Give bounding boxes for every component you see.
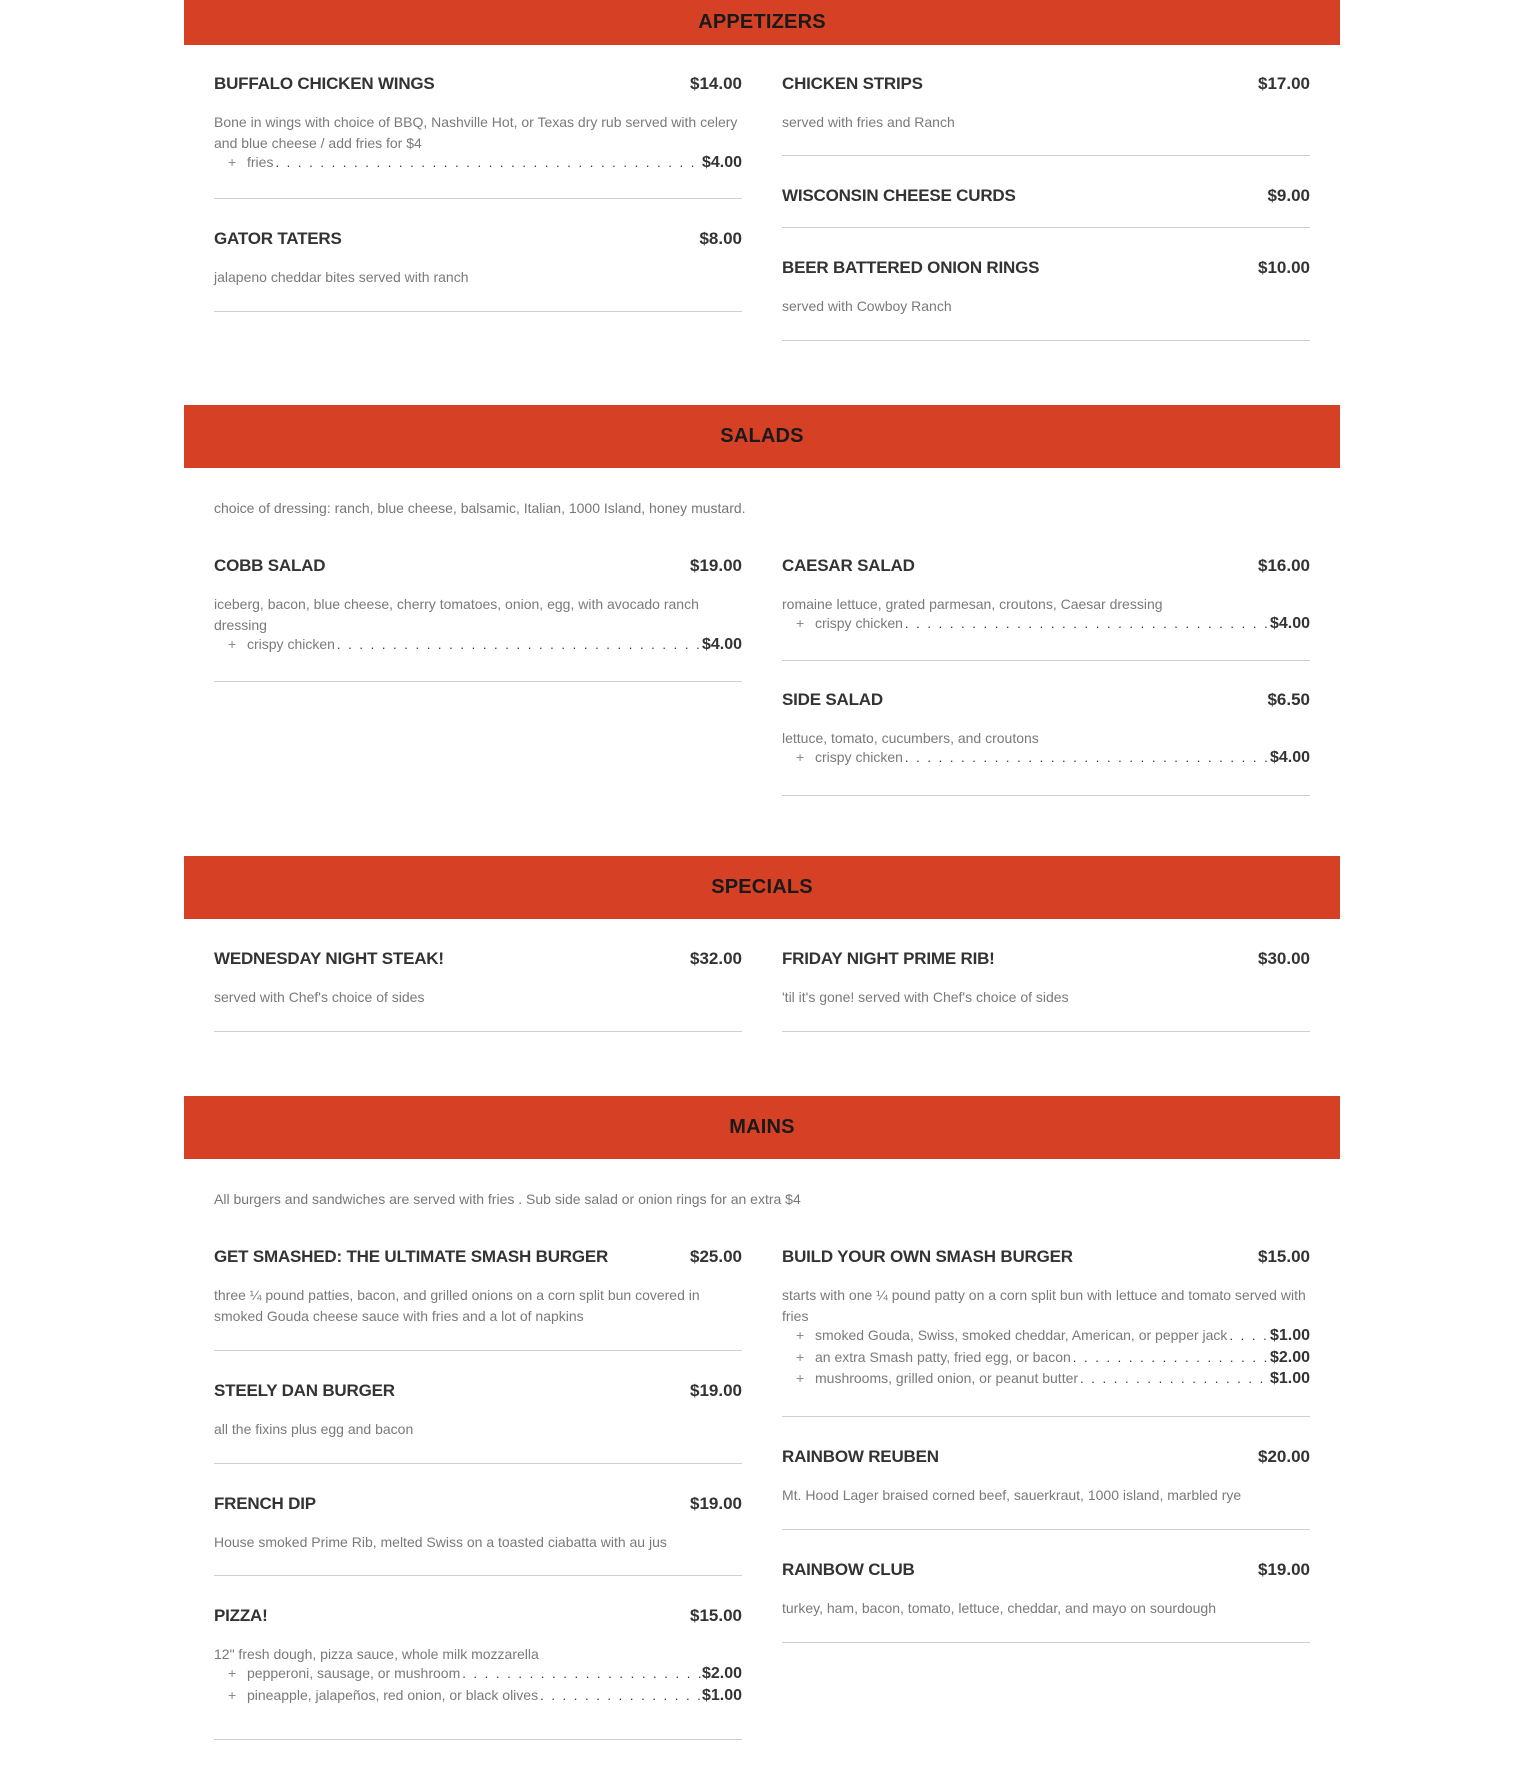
menu-item-steely-dan xyxy=(214,1381,742,1440)
section-title: SALADS xyxy=(720,425,804,447)
dot-leader xyxy=(273,155,702,170)
plus-icon: + xyxy=(228,1686,237,1703)
divider xyxy=(214,1463,742,1464)
dot-leader xyxy=(538,1688,702,1703)
item-price: $15.00 xyxy=(1258,1247,1310,1266)
item-price: $19.00 xyxy=(690,1381,742,1400)
dot-leader xyxy=(460,1666,702,1681)
item-price: $8.00 xyxy=(699,229,742,248)
item-name: RAINBOW REUBEN xyxy=(782,1447,939,1466)
divider xyxy=(782,1416,1310,1417)
item-description: iceberg, bacon, blue cheese, cherry tomatoes, onion, egg, with avocado ranch dressing xyxy=(214,596,699,633)
item-description: romaine lettuce, grated parmesan, croutons, Caesar dressing xyxy=(782,596,1163,612)
section-note: All burgers and sandwiches are served with fries . Sub side salad or onion rings for an extra $4 xyxy=(214,1191,801,1207)
item-name: FRIDAY NIGHT PRIME RIB! xyxy=(782,949,995,968)
addon-label: crispy chicken xyxy=(815,615,903,631)
salads-header xyxy=(184,405,1340,468)
addon-price: $4.00 xyxy=(1269,615,1310,632)
item-name: BUILD YOUR OWN SMASH BURGER xyxy=(782,1247,1073,1266)
plus-icon: + xyxy=(796,615,805,631)
appetizers-header xyxy=(184,0,1340,45)
menu-item-side-salad xyxy=(782,690,1310,771)
plus-icon: + xyxy=(796,1327,805,1343)
section-note: choice of dressing: ranch, blue cheese, balsamic, Italian, 1000 Island, honey mustard. xyxy=(214,500,746,516)
divider xyxy=(782,660,1310,661)
addon-label: smoked Gouda, Swiss, smoked cheddar, American, or pepper jack xyxy=(815,1327,1228,1343)
addon-row xyxy=(782,1370,1310,1392)
item-name: CAESAR SALAD xyxy=(782,556,915,575)
item-price: $19.00 xyxy=(690,556,742,575)
item-price: $9.00 xyxy=(1267,186,1310,205)
menu-item-rainbow-reuben xyxy=(782,1447,1310,1506)
addon-row xyxy=(782,615,1310,637)
item-name: FRENCH DIP xyxy=(214,1494,316,1513)
addon-price: $1.00 xyxy=(1269,1327,1310,1344)
item-price: $17.00 xyxy=(1258,74,1310,93)
item-description: jalapeno cheddar bites served with ranch xyxy=(214,269,469,285)
item-description: 12" fresh dough, pizza sauce, whole milk mozzarella xyxy=(214,1646,539,1662)
item-price: $32.00 xyxy=(690,949,742,968)
item-description: served with Cowboy Ranch xyxy=(782,298,952,314)
item-name: CHICKEN STRIPS xyxy=(782,74,923,93)
addon-row xyxy=(782,1349,1310,1371)
addon-row xyxy=(782,749,1310,771)
item-name: BEER BATTERED ONION RINGS xyxy=(782,258,1040,277)
menu-item-french-dip xyxy=(214,1494,742,1553)
item-name: WISCONSIN CHEESE CURDS xyxy=(782,186,1016,205)
section-title: MAINS xyxy=(729,1116,795,1138)
item-name: COBB SALAD xyxy=(214,556,326,575)
item-description: three ¼ pound patties, bacon, and grilled onions on a corn split bun covered in smoked Gouda cheese sauce with fries and a lot of napkins xyxy=(214,1287,700,1324)
item-description: turkey, ham, bacon, tomato, lettuce, cheddar, and mayo on sourdough xyxy=(782,1600,1217,1616)
addon-label: crispy chicken xyxy=(815,749,903,765)
addon-label: mushrooms, grilled onion, or peanut butter xyxy=(815,1370,1079,1386)
divider xyxy=(782,155,1310,156)
item-name: BUFFALO CHICKEN WINGS xyxy=(214,74,435,93)
dot-leader xyxy=(1078,1371,1270,1386)
divider xyxy=(214,1575,742,1576)
item-name: STEELY DAN BURGER xyxy=(214,1381,395,1400)
plus-icon: + xyxy=(796,1370,805,1386)
menu-item-get-smashed xyxy=(214,1247,742,1327)
plus-icon: + xyxy=(228,636,237,652)
addon-label: crispy chicken xyxy=(247,636,335,652)
addon-label: fries xyxy=(247,154,274,170)
item-description: 'til it's gone! served with Chef's choice of sides xyxy=(782,989,1069,1005)
item-price: $6.50 xyxy=(1267,690,1310,709)
addon-price: $4.00 xyxy=(1269,749,1310,766)
divider xyxy=(214,1031,742,1032)
item-price: $16.00 xyxy=(1258,556,1310,575)
dot-leader xyxy=(335,637,702,652)
item-price: $19.00 xyxy=(690,1494,742,1513)
divider xyxy=(782,1031,1310,1032)
divider xyxy=(214,198,742,199)
menu-item-gator-taters xyxy=(214,229,742,288)
item-price: $19.00 xyxy=(1258,1560,1310,1579)
item-price: $14.00 xyxy=(690,74,742,93)
item-price: $10.00 xyxy=(1258,258,1310,277)
menu-item-buffalo-wings xyxy=(214,74,742,176)
addon-price: $1.00 xyxy=(701,1686,742,1704)
menu-item-wednesday-steak xyxy=(214,949,742,1008)
menu-item-onion-rings xyxy=(782,258,1310,317)
item-description: starts with one ¼ pound patty on a corn split bun with lettuce and tomato served with fries xyxy=(782,1287,1306,1324)
mains-header xyxy=(184,1096,1340,1159)
item-price: $20.00 xyxy=(1258,1447,1310,1466)
divider xyxy=(214,311,742,312)
item-price: $30.00 xyxy=(1258,949,1310,968)
addon-label: pepperoni, sausage, or mushroom xyxy=(247,1665,461,1681)
item-name: GET SMASHED: THE ULTIMATE SMASH BURGER xyxy=(214,1247,609,1266)
plus-icon: + xyxy=(228,154,237,170)
menu-item-pizza xyxy=(214,1606,742,1708)
addon-label: pineapple, jalapeños, red onion, or black olives xyxy=(247,1686,539,1703)
addon-price: $2.00 xyxy=(1269,1348,1310,1366)
divider xyxy=(782,1642,1310,1643)
dot-leader xyxy=(1071,1350,1270,1365)
section-title: SPECIALS xyxy=(711,876,813,898)
item-name: WEDNESDAY NIGHT STEAK! xyxy=(214,949,444,968)
addon-row xyxy=(782,1327,1310,1349)
divider xyxy=(214,1739,742,1740)
divider xyxy=(214,1350,742,1351)
plus-icon: + xyxy=(796,749,805,765)
menu-item-cheese-curds xyxy=(782,186,1310,210)
section-title: APPETIZERS xyxy=(698,11,826,33)
item-description: Mt. Hood Lager braised corned beef, sauerkraut, 1000 island, marbled rye xyxy=(782,1487,1242,1503)
specials-header xyxy=(184,856,1340,919)
menu-item-caesar-salad xyxy=(782,556,1310,637)
menu-item-build-your-own xyxy=(782,1247,1310,1392)
addon-price: $4.00 xyxy=(701,154,742,171)
item-description: House smoked Prime Rib, melted Swiss on a toasted ciabatta with au jus xyxy=(214,1534,667,1550)
item-name: RAINBOW CLUB xyxy=(782,1560,915,1579)
item-price: $15.00 xyxy=(690,1606,742,1625)
item-name: GATOR TATERS xyxy=(214,229,342,248)
dot-leader xyxy=(903,616,1270,631)
addon-price: $4.00 xyxy=(701,636,742,653)
menu-item-cobb-salad xyxy=(214,556,742,658)
divider xyxy=(782,795,1310,796)
divider xyxy=(782,227,1310,228)
addon-row xyxy=(214,1687,742,1709)
item-description: all the fixins plus egg and bacon xyxy=(214,1421,414,1437)
item-name: PIZZA! xyxy=(214,1606,268,1625)
menu-item-chicken-strips xyxy=(782,74,1310,133)
addon-price: $1.00 xyxy=(1269,1370,1310,1387)
addon-row xyxy=(214,636,742,658)
dot-leader xyxy=(1227,1328,1270,1343)
item-description: lettuce, tomato, cucumbers, and croutons xyxy=(782,730,1039,746)
divider xyxy=(782,1529,1310,1530)
item-description: served with Chef's choice of sides xyxy=(214,989,425,1005)
addon-label: an extra Smash patty, fried egg, or bacon xyxy=(815,1348,1071,1365)
item-price: $25.00 xyxy=(690,1247,742,1266)
plus-icon: + xyxy=(796,1348,805,1365)
divider xyxy=(782,340,1310,341)
item-name: SIDE SALAD xyxy=(782,690,883,709)
divider xyxy=(214,681,742,682)
addon-row xyxy=(214,154,742,176)
item-description: Bone in wings with choice of BBQ, Nashville Hot, or Texas dry rub served with celery and blue cheese / add fries for $4 xyxy=(214,114,738,151)
menu-item-friday-prime-rib xyxy=(782,949,1310,1008)
dot-leader xyxy=(903,750,1270,765)
item-description: served with fries and Ranch xyxy=(782,114,955,130)
addon-row xyxy=(214,1665,742,1687)
menu-item-rainbow-club xyxy=(782,1560,1310,1619)
plus-icon: + xyxy=(228,1665,237,1681)
addon-price: $2.00 xyxy=(701,1665,742,1682)
